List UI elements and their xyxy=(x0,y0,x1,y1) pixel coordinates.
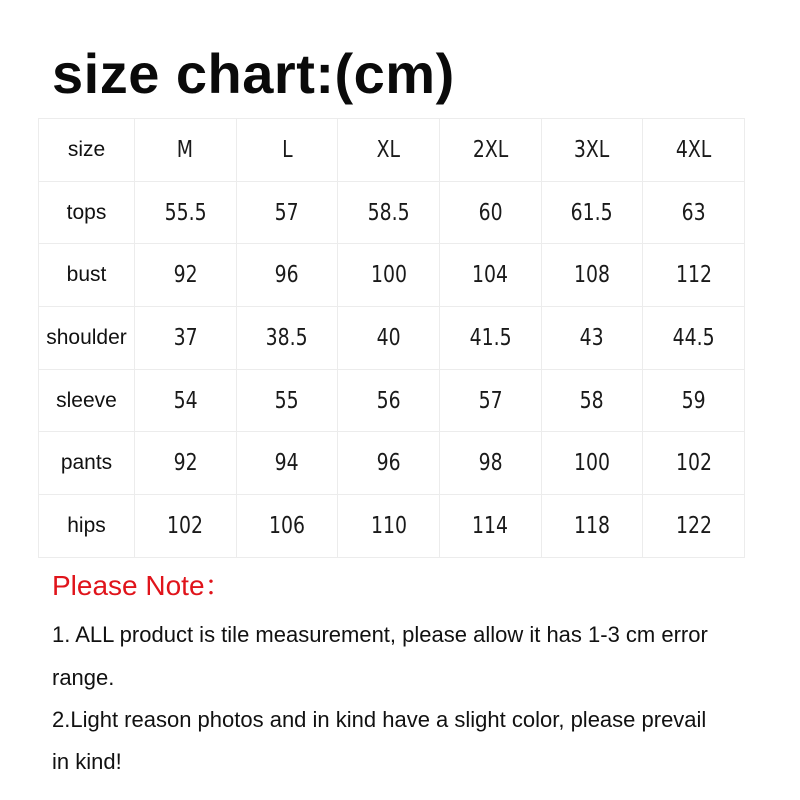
table-cell: 110 xyxy=(338,495,440,558)
size-header-xl: XL xyxy=(338,119,440,182)
table-cell: 94 xyxy=(236,432,338,495)
table-cell: 44.5 xyxy=(643,307,745,370)
table-row-tops xyxy=(39,181,745,244)
note-line-2-continued: in kind! xyxy=(52,749,122,774)
row-label-tops: tops xyxy=(39,181,135,244)
table-cell: 92 xyxy=(135,432,237,495)
row-label-hips: hips xyxy=(39,495,135,558)
table-cell: 54 xyxy=(135,369,237,432)
table-cell: 92 xyxy=(135,244,237,307)
note-line-1: 1. ALL product is tile measurement, please allow it has 1-3 cm error xyxy=(52,622,708,647)
table-cell: 57 xyxy=(236,181,338,244)
size-chart-table xyxy=(38,118,745,558)
row-label-shoulder: shoulder xyxy=(39,307,135,370)
table-cell: 96 xyxy=(236,244,338,307)
table-cell: 100 xyxy=(541,432,643,495)
table-cell: 56 xyxy=(338,369,440,432)
table-row-pants xyxy=(39,432,745,495)
table-cell: 100 xyxy=(338,244,440,307)
table-cell: 102 xyxy=(135,495,237,558)
table-cell: 59 xyxy=(643,369,745,432)
note-line-1-continued: range. xyxy=(52,665,115,690)
table-cell: 55 xyxy=(236,369,338,432)
table-cell: 37 xyxy=(135,307,237,370)
table-cell: 60 xyxy=(439,181,541,244)
size-header-2xl: 2XL xyxy=(439,119,541,182)
table-cell: 58 xyxy=(541,369,643,432)
row-label-bust: bust xyxy=(39,244,135,307)
table-row-hips xyxy=(39,495,745,558)
size-header-l: L xyxy=(236,119,338,182)
table-row-sleeve xyxy=(39,369,745,432)
table-cell: 57 xyxy=(439,369,541,432)
table-cell: 114 xyxy=(439,495,541,558)
table-cell: 55.5 xyxy=(135,181,237,244)
size-header-m: M xyxy=(135,119,237,182)
table-cell: 118 xyxy=(541,495,643,558)
table-cell: 63 xyxy=(643,181,745,244)
size-header-4xl: 4XL xyxy=(643,119,745,182)
table-cell: 96 xyxy=(338,432,440,495)
table-cell: 58.5 xyxy=(338,181,440,244)
table-cell: 38.5 xyxy=(236,307,338,370)
table-cell: 108 xyxy=(541,244,643,307)
table-header-row xyxy=(39,119,745,182)
table-cell: 41.5 xyxy=(439,307,541,370)
row-label-pants: pants xyxy=(39,432,135,495)
note-heading: Please Note： xyxy=(52,570,233,601)
row-label-sleeve: sleeve xyxy=(39,369,135,432)
table-cell: 112 xyxy=(643,244,745,307)
table-cell: 106 xyxy=(236,495,338,558)
table-row-shoulder xyxy=(39,307,745,370)
page-title: size chart:(cm) xyxy=(52,42,455,105)
table-cell: 104 xyxy=(439,244,541,307)
table-row-bust xyxy=(39,244,745,307)
table-cell: 122 xyxy=(643,495,745,558)
size-header-3xl: 3XL xyxy=(541,119,643,182)
note-line-2: 2.Light reason photos and in kind have a slight color, please prevail xyxy=(52,707,707,732)
table-cell: 43 xyxy=(541,307,643,370)
table-cell: 61.5 xyxy=(541,181,643,244)
table-cell: 40 xyxy=(338,307,440,370)
table-cell: 102 xyxy=(643,432,745,495)
table-cell: 98 xyxy=(439,432,541,495)
header-label: size xyxy=(39,119,135,182)
